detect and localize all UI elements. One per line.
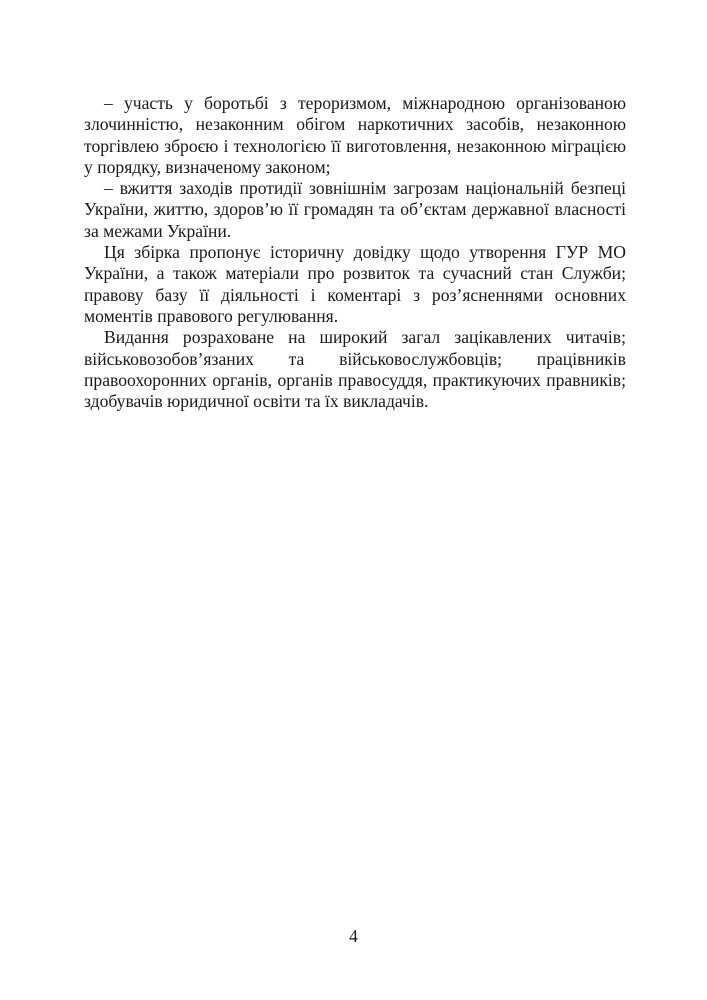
paragraph-external-threats: – вжиття заходів протидії зовнішнім загрозам національній безпеці України, життю, здоров’ю її громадян та об’єктам державної власності за межами України.	[84, 178, 626, 241]
body-text	[84, 93, 626, 412]
page-number: 4	[349, 926, 358, 946]
paragraph-collection-overview: Ця збірка пропонує історичну довідку щодо утворення ГУР МО України, а також матеріали про розвиток та сучасний стан Служби; правову базу її діяльності і коментарі з роз’ясненнями основних моментів правового регулювання.	[84, 242, 626, 326]
paragraph-audience: Видання розраховане на широкий загал зацікавлених читачів; військовозобов’язаних та військовослужбовців; працівників правоохоронних органів, органів правосуддя, практикуючих правників; здобувачів юридичної освіти та їх викладачів.	[84, 327, 626, 412]
paragraph-terrorism: – участь у боротьбі з тероризмом, міжнародною організованою злочинністю, незаконним обігом наркотичних засобів, незаконною торгівлею зброєю і технологією її виготовлення, незаконною міграцією у порядку, визначеному законом;	[84, 93, 626, 177]
